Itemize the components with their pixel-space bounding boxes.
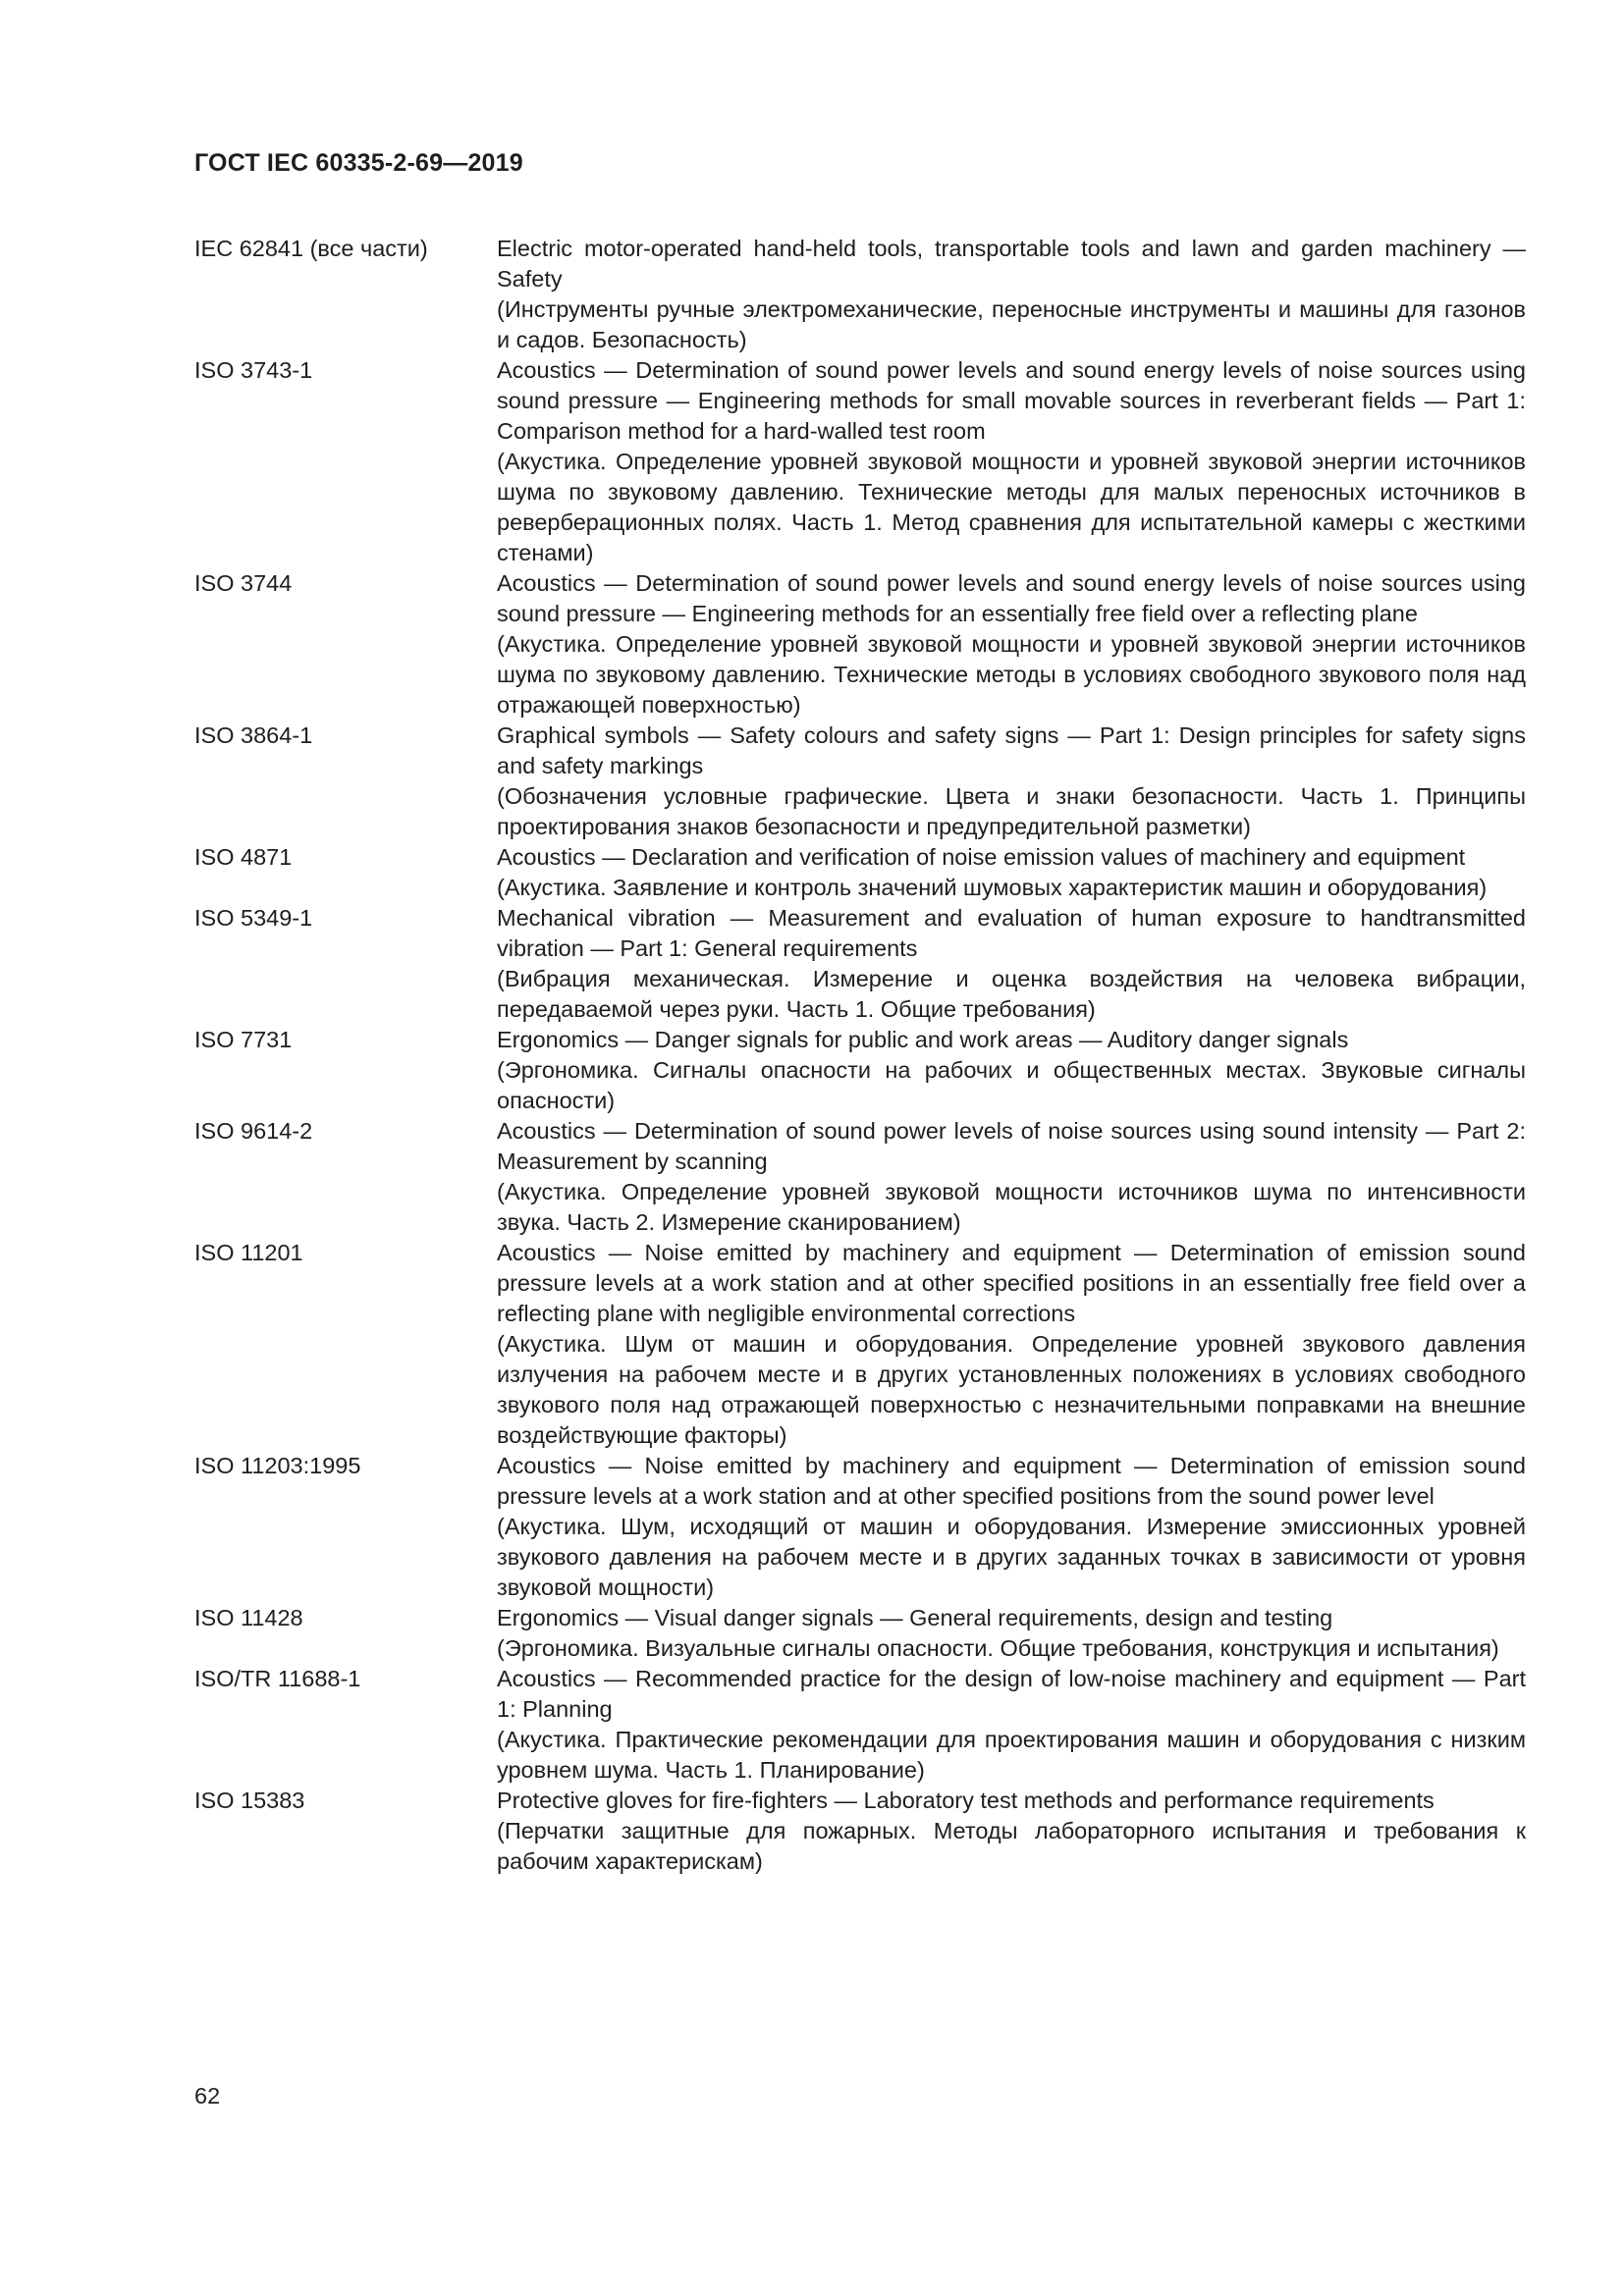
reference-code: ISO 3744 [194,570,293,596]
reference-title-ru: (Перчатки защитные для пожарных. Методы лабораторного испытания и требования к рабочим характерискам) [497,1818,1526,1874]
reference-title-ru: (Акустика. Практические рекомендации для проектирования машин и оборудования с низким уровнем шума. Часть 1. Планирование) [497,1727,1526,1783]
reference-title-en: Acoustics — Noise emitted by machinery and equipment — Determination of emission sound pressure levels at a work station and at other specified positions in an essentially free field over a reflecting plane with negligible environmental corrections [497,1240,1526,1326]
reference-body [497,1786,1526,1877]
reference-title-ru: (Акустика. Шум от машин и оборудования. Определение уровней звукового давления излучения на рабочем месте и в других установленных положениях в условиях свободного звукового поля над отражающей поверхностью с незначительными поправками на внешние воздействующие факторы) [497,1331,1526,1448]
reference-title-ru: (Обозначения условные графические. Цвета и знаки безопасности. Часть 1. Принципы проектирования знаков безопасности и предупредительной разметки) [497,783,1526,839]
page-header: ГОСТ IEC 60335-2-69—2019 [194,149,523,177]
reference-title-ru: (Эргономика. Визуальные сигналы опасности. Общие требования, конструкция и испытания) [497,1635,1499,1661]
reference-title-en: Acoustics — Noise emitted by machinery and equipment — Determination of emission sound pressure levels at a work station and at other specified positions from the sound power level [497,1453,1526,1509]
reference-entry [194,842,1526,903]
reference-body [497,903,1526,1025]
normative-references-list [194,234,1526,1877]
reference-entry [194,1664,1526,1786]
reference-code: ISO 3743-1 [194,357,313,383]
reference-body [497,355,1526,568]
reference-title-en: Electric motor-operated hand-held tools, transportable tools and lawn and garden machinery — Safety [497,236,1526,292]
reference-entry [194,355,1526,568]
reference-code: ISO 15383 [194,1788,305,1813]
reference-code: ISO 7731 [194,1027,293,1052]
reference-entry [194,1025,1526,1116]
reference-code: IEC 62841 (все части) [194,236,428,261]
reference-body [497,234,1526,355]
reference-body [497,842,1526,903]
reference-entry [194,234,1526,355]
reference-title-en: Acoustics — Determination of sound power levels and sound energy levels of noise sources using sound pressure — Engineering methods for an essentially free field over a reflecting plane [497,570,1526,626]
reference-entry [194,1116,1526,1238]
reference-entry [194,903,1526,1025]
reference-body [497,1025,1526,1116]
reference-title-en: Acoustics — Recommended practice for the design of low-noise machinery and equipment — Part 1: Planning [497,1666,1526,1722]
reference-body [497,1664,1526,1786]
reference-entry [194,1786,1526,1877]
reference-entry [194,721,1526,842]
reference-body [497,1116,1526,1238]
reference-title-ru: (Акустика. Шум, исходящий от машин и оборудования. Измерение эмиссионных уровней звукового давления на рабочем месте и в других заданных точках в зависимости от уровня звуковой мощности) [497,1514,1526,1600]
reference-entry [194,1603,1526,1664]
reference-body [497,1451,1526,1603]
page-number: 62 [194,2083,221,2109]
reference-title-ru: (Акустика. Определение уровней звуковой мощности источников шума по интенсивности звука. Часть 2. Измерение сканированием) [497,1179,1526,1235]
reference-title-ru: (Акустика. Определение уровней звуковой мощности и уровней звуковой энергии источников шума по звуковому давлению. Технические методы для малых переносных источников в реверберационных полях. Часть 1. Метод сравнения для испытательной камеры с жесткими стенами) [497,449,1526,565]
reference-title-en: Acoustics — Declaration and verification of noise emission values of machinery and equipment [497,844,1466,870]
reference-entry [194,1451,1526,1603]
reference-code: ISO 4871 [194,844,293,870]
reference-entry [194,568,1526,721]
reference-title-en: Graphical symbols — Safety colours and safety signs — Part 1: Design principles for safety signs and safety markings [497,722,1526,778]
reference-body [497,1238,1526,1451]
reference-title-en: Protective gloves for fire-fighters — Laboratory test methods and performance requirements [497,1788,1435,1813]
reference-code: ISO 3864-1 [194,722,313,748]
reference-code: ISO 11428 [194,1605,303,1630]
reference-code: ISO 5349-1 [194,905,313,931]
reference-code: ISO 9614-2 [194,1118,313,1144]
reference-title-ru: (Эргономика. Сигналы опасности на рабочих и общественных местах. Звуковые сигналы опасности) [497,1057,1526,1113]
reference-title-ru: (Акустика. Заявление и контроль значений шумовых характеристик машин и оборудования) [497,875,1488,900]
reference-title-en: Ergonomics — Danger signals for public and work areas — Auditory danger signals [497,1027,1349,1052]
reference-code: ISO/TR 11688-1 [194,1666,361,1691]
reference-title-ru: (Акустика. Определение уровней звуковой мощности и уровней звуковой энергии источников шума по звуковому давлению. Технические методы в условиях свободного звукового поля над отражающей поверхностью) [497,631,1526,718]
reference-title-en: Acoustics — Determination of sound power levels of noise sources using sound intensity — Part 2: Measurement by scanning [497,1118,1526,1174]
reference-body [497,721,1526,842]
reference-entry [194,1238,1526,1451]
reference-body [497,1603,1526,1664]
reference-body [497,568,1526,721]
reference-title-ru: (Вибрация механическая. Измерение и оценка воздействия на человека вибрации, передаваемой через руки. Часть 1. Общие требования) [497,966,1526,1022]
reference-code: ISO 11201 [194,1240,303,1265]
reference-title-ru: (Инструменты ручные электромеханические, переносные инструменты и машины для газонов и садов. Безопасность) [497,296,1526,352]
reference-title-en: Mechanical vibration — Measurement and evaluation of human exposure to handtransmitted vibration — Part 1: General requirements [497,905,1526,961]
reference-code: ISO 11203:1995 [194,1453,361,1478]
reference-title-en: Acoustics — Determination of sound power levels and sound energy levels of noise sources using sound pressure — Engineering methods for small movable sources in reverberant fields — Part 1: Comparison method for a hard-walled test room [497,357,1526,444]
reference-title-en: Ergonomics — Visual danger signals — General requirements, design and testing [497,1605,1333,1630]
